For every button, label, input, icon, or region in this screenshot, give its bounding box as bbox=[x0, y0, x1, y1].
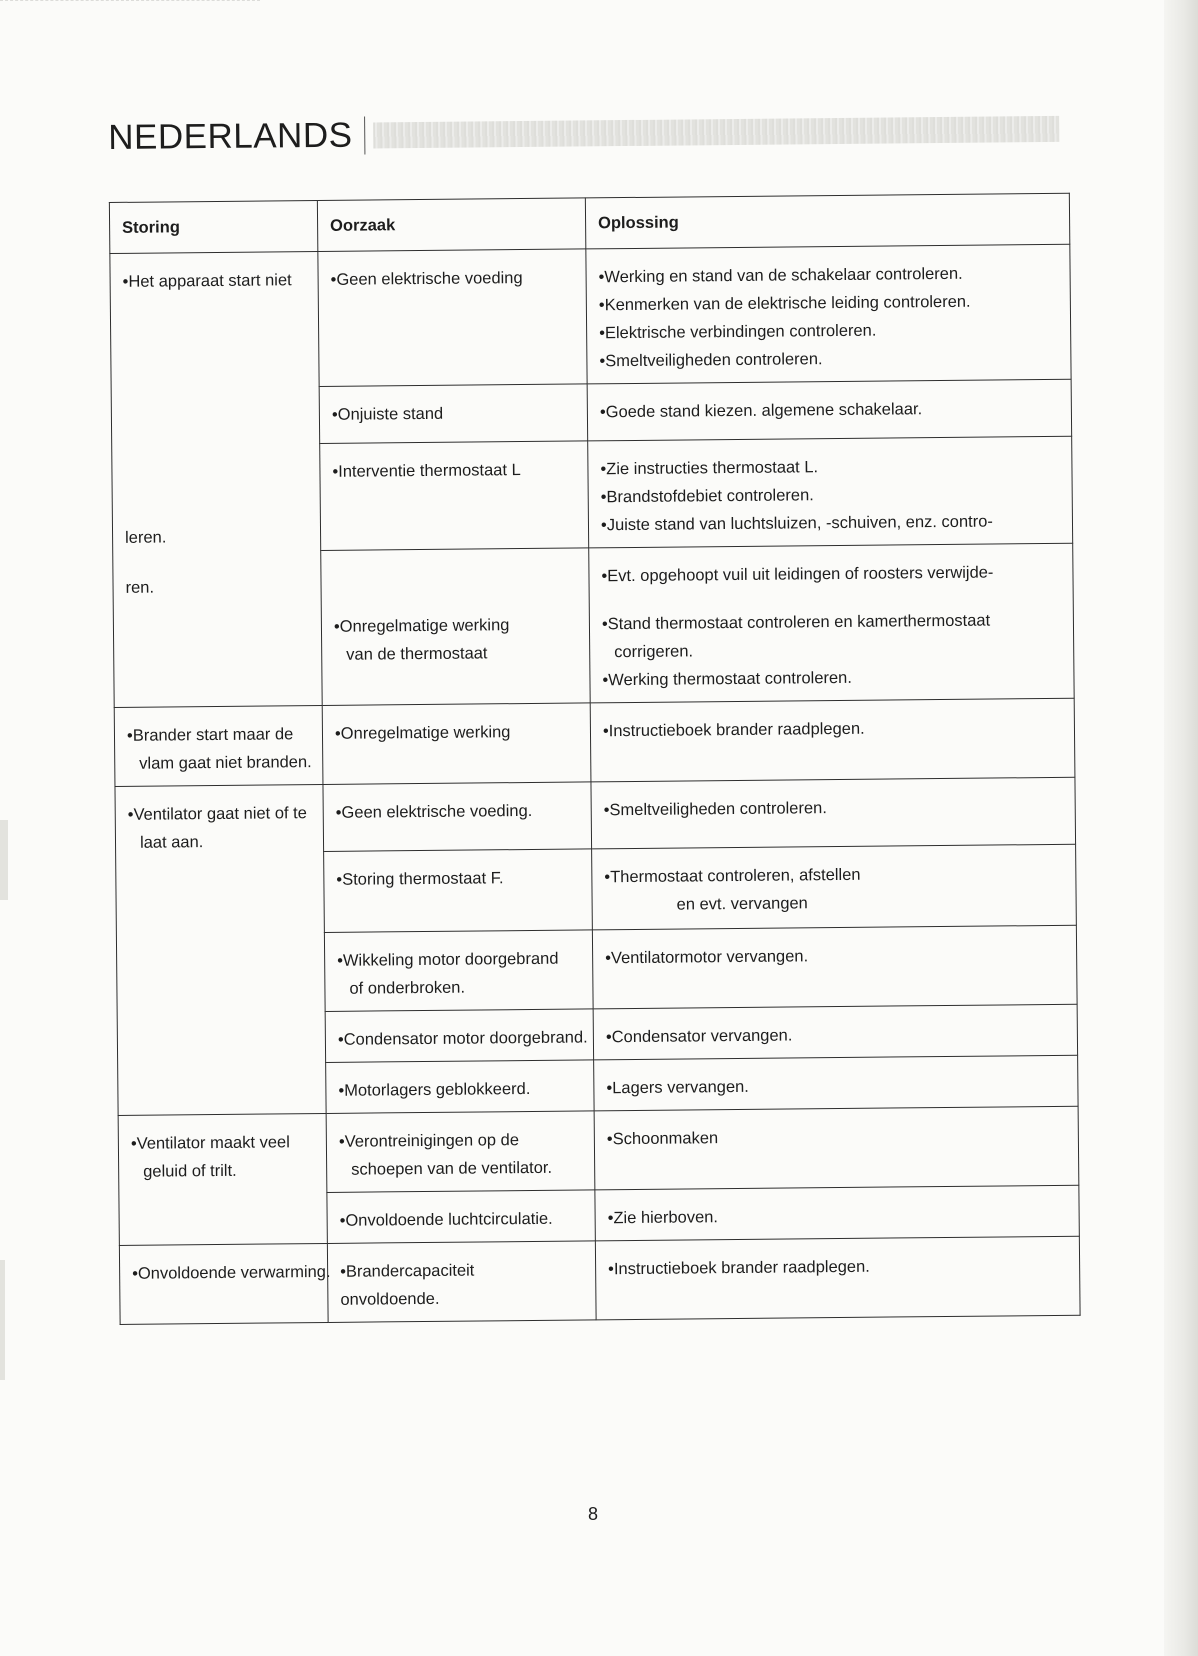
storing-text: •Brander start maar de bbox=[126, 725, 294, 745]
oplossing-text: •Ventilatormotor vervangen. bbox=[605, 947, 809, 968]
oorzaak-text: •Motorlagers geblokkeerd. bbox=[338, 1079, 531, 1100]
oorzaak-text: •Onregelmatige werking bbox=[333, 616, 510, 636]
section-header bbox=[108, 103, 1068, 164]
storing-cell bbox=[118, 1113, 327, 1245]
oorzaak-text: •Onvoldoende luchtcirculatie. bbox=[339, 1209, 553, 1230]
oplossing-text: •Goede stand kiezen. algemene schakelaar. bbox=[599, 400, 923, 422]
oorzaak-cell bbox=[323, 782, 592, 852]
oorzaak-text: •Verontreinigingen op de bbox=[338, 1131, 520, 1151]
oorzaak-text: •Interventie thermostaat L bbox=[332, 461, 521, 481]
oplossing-text: •Schoonmaken bbox=[606, 1129, 719, 1149]
oorzaak-text: •Brandercapaciteit bbox=[340, 1261, 475, 1281]
oplossing-text: •Werking thermostaat controleren. bbox=[602, 668, 852, 690]
oplossing-text: •Zie instructies thermostaat L. bbox=[600, 458, 819, 479]
oorzaak-text: van de thermostaat bbox=[346, 644, 488, 664]
oorzaak-cell bbox=[327, 1241, 596, 1323]
oplossing-text: •Kenmerken van de elektrische leiding controleren. bbox=[598, 292, 971, 315]
table-row bbox=[118, 1106, 1079, 1194]
oorzaak-cell bbox=[327, 1190, 595, 1244]
storing-fragment: leren. bbox=[125, 528, 167, 547]
oplossing-cell bbox=[592, 925, 1077, 1009]
oorzaak-cell bbox=[324, 849, 593, 933]
oplossing-text: •Instructieboek brander raadplegen. bbox=[608, 1257, 870, 1279]
oplossing-cell bbox=[595, 1236, 1080, 1320]
oplossing-cell bbox=[594, 1106, 1079, 1190]
oplossing-text: •Juiste stand van luchtsluizen, -schuiven, enz. contro- bbox=[600, 512, 993, 535]
oplossing-cell bbox=[595, 1185, 1079, 1241]
storing-cell bbox=[115, 784, 326, 1115]
scan-artifact bbox=[0, 1260, 5, 1380]
oorzaak-text: of onderbroken. bbox=[349, 978, 466, 998]
oorzaak-text: schoepen van de ventilator. bbox=[351, 1158, 553, 1179]
header-oplossing: Oplossing bbox=[585, 193, 1069, 249]
table-row bbox=[110, 244, 1071, 388]
oplossing-text: •Thermostaat controleren, afstellen bbox=[604, 865, 861, 887]
storing-text: laat aan. bbox=[139, 833, 204, 852]
scan-border bbox=[1164, 0, 1198, 1656]
storing-cell bbox=[110, 251, 322, 707]
oplossing-cell bbox=[588, 436, 1073, 548]
oorzaak-text: •Geen elektrische voeding bbox=[330, 269, 523, 289]
oorzaak-text: •Onregelmatige werking bbox=[334, 723, 511, 743]
oplossing-cell bbox=[593, 1004, 1077, 1060]
heading-rule bbox=[373, 116, 1059, 149]
scan-artifact bbox=[0, 0, 260, 15]
oorzaak-text: onvoldoende. bbox=[340, 1289, 440, 1309]
storing-cell bbox=[119, 1243, 331, 1324]
oorzaak-cell bbox=[319, 384, 588, 444]
storing-text: •Ventilator maakt veel bbox=[130, 1133, 290, 1153]
storing-cell bbox=[114, 705, 323, 786]
oplossing-cell bbox=[592, 844, 1077, 930]
oplossing-cell bbox=[589, 543, 1074, 703]
oorzaak-cell bbox=[322, 703, 591, 785]
oplossing-text: •Condensator vervangen. bbox=[605, 1026, 793, 1047]
oplossing-text: •Brandstofdebiet controleren. bbox=[600, 486, 814, 507]
table-row bbox=[119, 1236, 1080, 1324]
oplossing-text: •Zie hierboven. bbox=[607, 1208, 719, 1228]
oorzaak-cell bbox=[325, 1009, 593, 1063]
oplossing-cell bbox=[587, 379, 1072, 441]
language-heading: NEDERLANDS bbox=[108, 117, 366, 157]
oplossing-text: •Smeltveiligheden controleren. bbox=[599, 350, 823, 371]
header-oorzaak: Oorzaak bbox=[317, 198, 585, 252]
oorzaak-text: •Condensator motor doorgebrand. bbox=[337, 1028, 588, 1049]
oorzaak-cell bbox=[326, 1111, 595, 1193]
troubleshooting-table bbox=[109, 193, 1081, 1325]
oorzaak-cell bbox=[324, 930, 593, 1012]
oplossing-text: •Elektrische verbindingen controleren. bbox=[599, 321, 877, 343]
oplossing-cell bbox=[590, 698, 1075, 782]
storing-text: •Ventilator gaat niet of te bbox=[127, 804, 307, 824]
oorzaak-text: •Onjuiste stand bbox=[331, 404, 444, 424]
table-header-row bbox=[109, 193, 1069, 253]
table-row bbox=[115, 777, 1076, 853]
oplossing-text: •Instructieboek brander raadplegen. bbox=[602, 719, 865, 741]
oplossing-text: •Lagers vervangen. bbox=[606, 1077, 749, 1098]
storing-fragment: ren. bbox=[125, 578, 155, 597]
document-page bbox=[108, 103, 1068, 1309]
oorzaak-text: •Geen elektrische voeding. bbox=[335, 801, 533, 822]
oplossing-cell bbox=[591, 777, 1076, 849]
storing-text: •Het apparaat start niet bbox=[122, 271, 292, 291]
storing-text: •Onvoldoende verwarming. bbox=[132, 1262, 331, 1283]
oplossing-text: corrigeren. bbox=[614, 642, 694, 662]
oplossing-cell bbox=[586, 244, 1071, 384]
storing-text: vlam gaat niet branden. bbox=[139, 753, 312, 773]
scan-artifact bbox=[0, 820, 8, 900]
oplossing-text: •Evt. opgehoopt vuil uit leidingen of roosters verwijde- bbox=[601, 563, 994, 586]
oorzaak-cell bbox=[321, 548, 590, 706]
oorzaak-text: •Storing thermostaat F. bbox=[336, 869, 504, 889]
oorzaak-cell bbox=[318, 249, 587, 387]
header-storing: Storing bbox=[109, 200, 317, 253]
oplossing-text: en evt. vervangen bbox=[676, 894, 808, 914]
table-row bbox=[114, 698, 1075, 786]
oorzaak-cell bbox=[320, 441, 589, 551]
oplossing-text: •Smeltveiligheden controleren. bbox=[603, 799, 827, 820]
oplossing-cell bbox=[594, 1055, 1078, 1111]
storing-text: geluid of trilt. bbox=[143, 1161, 237, 1181]
page-number: 8 bbox=[588, 1504, 599, 1524]
oplossing-text: •Werking en stand van de schakelaar controleren. bbox=[598, 264, 963, 287]
oorzaak-text: •Wikkeling motor doorgebrand bbox=[337, 949, 559, 970]
oplossing-text: •Stand thermostaat controleren en kamerthermostaat bbox=[601, 611, 991, 634]
oorzaak-cell bbox=[326, 1060, 594, 1114]
